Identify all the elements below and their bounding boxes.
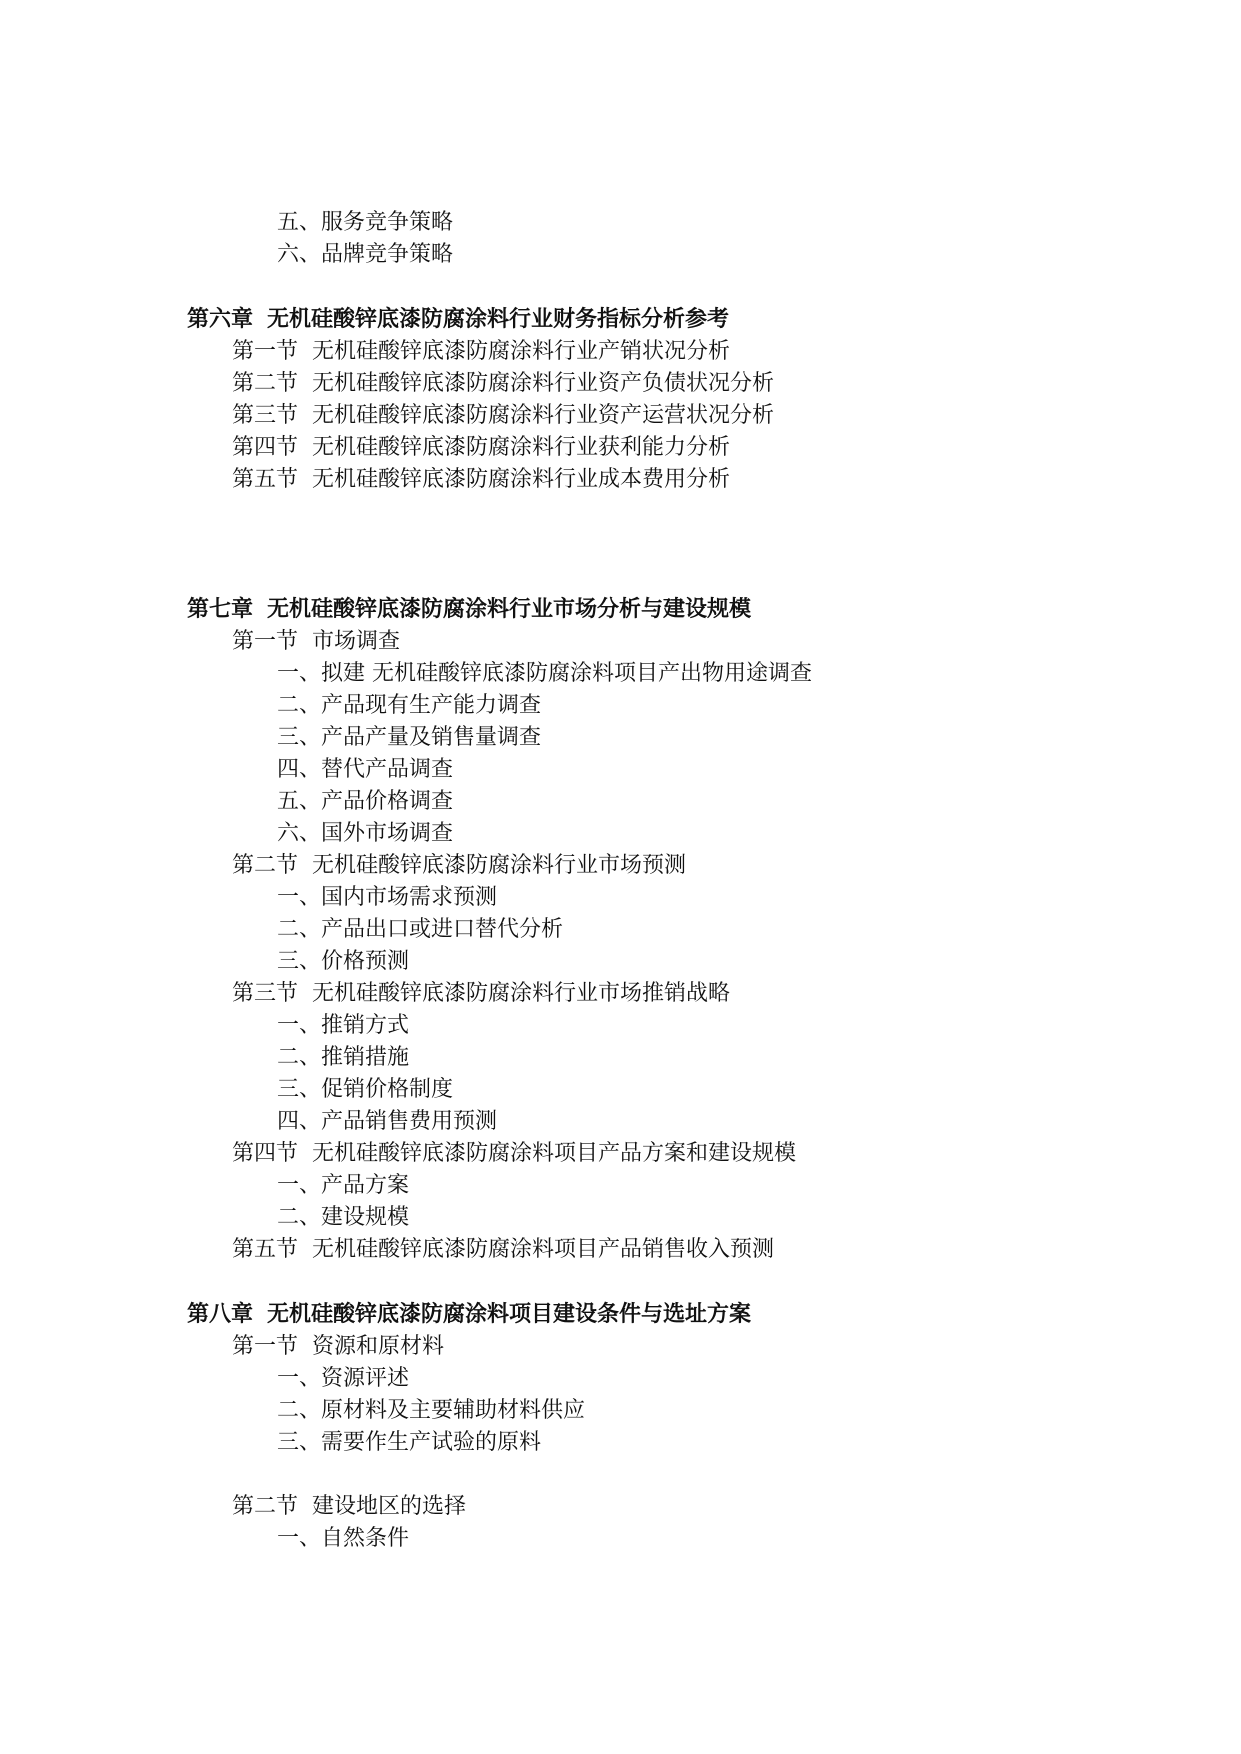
section-label: 第一节 xyxy=(232,1334,299,1359)
section-label: 第二节 xyxy=(232,1494,299,1519)
toc-section[interactable] xyxy=(232,627,400,657)
section-label: 第三节 xyxy=(232,981,299,1006)
toc-item[interactable]: 二、建设规模 xyxy=(277,1205,410,1230)
section-label: 第五节 xyxy=(232,1237,299,1262)
toc-item[interactable]: 二、产品出口或进口替代分析 xyxy=(277,917,564,942)
section-label: 第四节 xyxy=(232,1141,299,1166)
toc-item[interactable]: 六、国外市场调查 xyxy=(277,821,454,846)
section-title: 无机硅酸锌底漆防腐涂料行业产销状况分析 xyxy=(312,339,731,364)
toc-chapter-heading[interactable] xyxy=(187,305,729,335)
section-label: 第一节 xyxy=(232,339,299,364)
toc-item[interactable]: 一、产品方案 xyxy=(277,1173,410,1198)
section-title: 无机硅酸锌底漆防腐涂料行业市场预测 xyxy=(312,853,687,878)
toc-section[interactable] xyxy=(232,465,730,495)
section-label: 第五节 xyxy=(232,467,299,492)
toc-item[interactable]: 三、产品产量及销售量调查 xyxy=(277,725,542,750)
toc-item[interactable]: 五、服务竞争策略 xyxy=(277,210,454,235)
toc-section[interactable] xyxy=(232,433,730,463)
section-title: 无机硅酸锌底漆防腐涂料行业获利能力分析 xyxy=(312,435,731,460)
section-title: 无机硅酸锌底漆防腐涂料项目产品销售收入预测 xyxy=(312,1237,775,1262)
toc-item[interactable]: 二、原材料及主要辅助材料供应 xyxy=(277,1398,586,1423)
toc-item[interactable]: 一、资源评述 xyxy=(277,1366,410,1391)
section-label: 第二节 xyxy=(232,853,299,878)
toc-item[interactable]: 一、推销方式 xyxy=(277,1013,410,1038)
toc-section[interactable] xyxy=(232,337,730,367)
section-title: 资源和原材料 xyxy=(312,1334,445,1359)
toc-section[interactable] xyxy=(232,401,774,431)
chapter-label: 第七章 xyxy=(187,597,254,622)
toc-section[interactable] xyxy=(232,1332,444,1362)
toc-item[interactable]: 一、国内市场需求预测 xyxy=(277,885,498,910)
toc-section[interactable] xyxy=(232,979,730,1009)
section-title: 无机硅酸锌底漆防腐涂料行业成本费用分析 xyxy=(312,467,731,492)
chapter-title: 无机硅酸锌底漆防腐涂料行业财务指标分析参考 xyxy=(267,307,730,332)
toc-item[interactable]: 四、产品销售费用预测 xyxy=(277,1109,498,1134)
toc-item[interactable]: 一、自然条件 xyxy=(277,1526,410,1551)
section-label: 第三节 xyxy=(232,403,299,428)
chapter-label: 第八章 xyxy=(187,1302,254,1327)
toc-item[interactable]: 一、拟建 无机硅酸锌底漆防腐涂料项目产出物用途调查 xyxy=(277,661,812,686)
toc-item[interactable]: 五、产品价格调查 xyxy=(277,789,454,814)
toc-section[interactable] xyxy=(232,369,774,399)
section-title: 市场调查 xyxy=(312,629,401,654)
chapter-label: 第六章 xyxy=(187,307,254,332)
section-label: 第一节 xyxy=(232,629,299,654)
section-title: 建设地区的选择 xyxy=(312,1494,467,1519)
toc-section[interactable] xyxy=(232,1235,774,1265)
chapter-title: 无机硅酸锌底漆防腐涂料行业市场分析与建设规模 xyxy=(267,597,752,622)
section-title: 无机硅酸锌底漆防腐涂料行业市场推销战略 xyxy=(312,981,731,1006)
toc-item[interactable]: 三、促销价格制度 xyxy=(277,1077,454,1102)
toc-section[interactable] xyxy=(232,1492,466,1522)
toc-item[interactable]: 二、推销措施 xyxy=(277,1045,410,1070)
toc-item[interactable]: 二、产品现有生产能力调查 xyxy=(277,693,542,718)
toc-item[interactable]: 三、需要作生产试验的原料 xyxy=(277,1430,542,1455)
toc-chapter-heading[interactable] xyxy=(187,1300,751,1330)
toc-chapter-heading[interactable] xyxy=(187,595,751,625)
toc-item[interactable]: 六、品牌竞争策略 xyxy=(277,242,454,267)
section-label: 第四节 xyxy=(232,435,299,460)
chapter-title: 无机硅酸锌底漆防腐涂料项目建设条件与选址方案 xyxy=(267,1302,752,1327)
toc-section[interactable] xyxy=(232,1139,796,1169)
section-title: 无机硅酸锌底漆防腐涂料项目产品方案和建设规模 xyxy=(312,1141,797,1166)
toc-item[interactable]: 三、价格预测 xyxy=(277,949,410,974)
toc-item[interactable]: 四、替代产品调查 xyxy=(277,757,454,782)
toc-section[interactable] xyxy=(232,851,686,881)
section-title: 无机硅酸锌底漆防腐涂料行业资产负债状况分析 xyxy=(312,371,775,396)
section-label: 第二节 xyxy=(232,371,299,396)
section-title: 无机硅酸锌底漆防腐涂料行业资产运营状况分析 xyxy=(312,403,775,428)
